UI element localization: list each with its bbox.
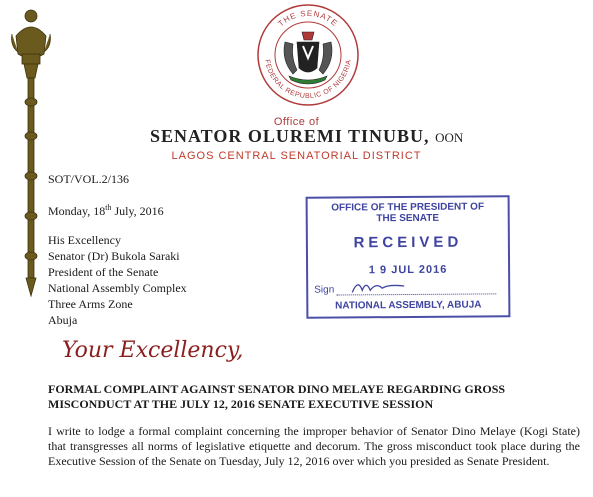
senate-seal <box>255 2 361 108</box>
received-stamp <box>306 195 511 318</box>
reference-number: SOT/VOL.2/136 <box>48 172 129 186</box>
letterhead-office: Office of <box>273 116 320 128</box>
date-suffix: July, 2016 <box>111 204 164 218</box>
seal-ring-top: THE SENATE <box>276 8 340 29</box>
senator-honour: OON <box>435 130 464 145</box>
svg-text:THE SENATE <box>276 9 339 28</box>
stamp-title-line: OFFICE OF THE PRESIDENT OF <box>331 201 485 214</box>
seal-ring-bottom: FEDERAL REPUBLIC OF NIGERIA <box>263 59 353 101</box>
letterhead-district: LAGOS CENTRAL SENATORIAL DISTRICT <box>171 150 422 162</box>
letterhead-senator <box>150 126 510 147</box>
stamp-footer: NATIONAL ASSEMBLY, ABUJA <box>335 299 482 312</box>
stamp-title-line: THE SENATE <box>376 212 440 225</box>
stamp-date: 1 9 JUL 2016 <box>368 263 448 277</box>
address-line: Three Arms Zone <box>48 297 133 311</box>
letter-subject: FORMAL COMPLAINT AGAINST SENATOR DINO MELAYE REGARDING GROSS MISCONDUCT AT THE JULY 12, 2016 SENATE EXECUTIVE SESSION <box>48 382 506 411</box>
stamp-title <box>308 201 508 224</box>
handwritten-salutation: Your Excellency, <box>62 338 244 363</box>
letter-body: I write to lodge a formal complaint concerning the improper behavior of Senator Dino Melaye (Kogi State) that transgresses all norms of legislative etiquette and decorum. The gross misconduct took place during the Executive Session of the Senate on Tuesday, July 12, 2016 over which you presided as Senate President. <box>48 424 580 468</box>
signature-mark <box>348 276 408 296</box>
stamp-sign-label: Sign <box>314 284 335 296</box>
date-ordinal: th <box>105 203 112 212</box>
address-line: His Excellency <box>48 233 121 247</box>
date-prefix: Monday, 18 <box>48 204 106 218</box>
address-line: National Assembly Complex <box>48 281 187 295</box>
stamp-received: RECEIVED <box>353 233 463 252</box>
address-line: Senator (Dr) Bukola Saraki <box>48 249 180 263</box>
address-line: President of the Senate <box>48 265 159 279</box>
address-line: Abuja <box>48 313 78 327</box>
letter-date <box>48 203 164 219</box>
senator-name: SENATOR OLUREMI TINUBU, <box>150 126 430 146</box>
recipient-address <box>48 232 187 328</box>
